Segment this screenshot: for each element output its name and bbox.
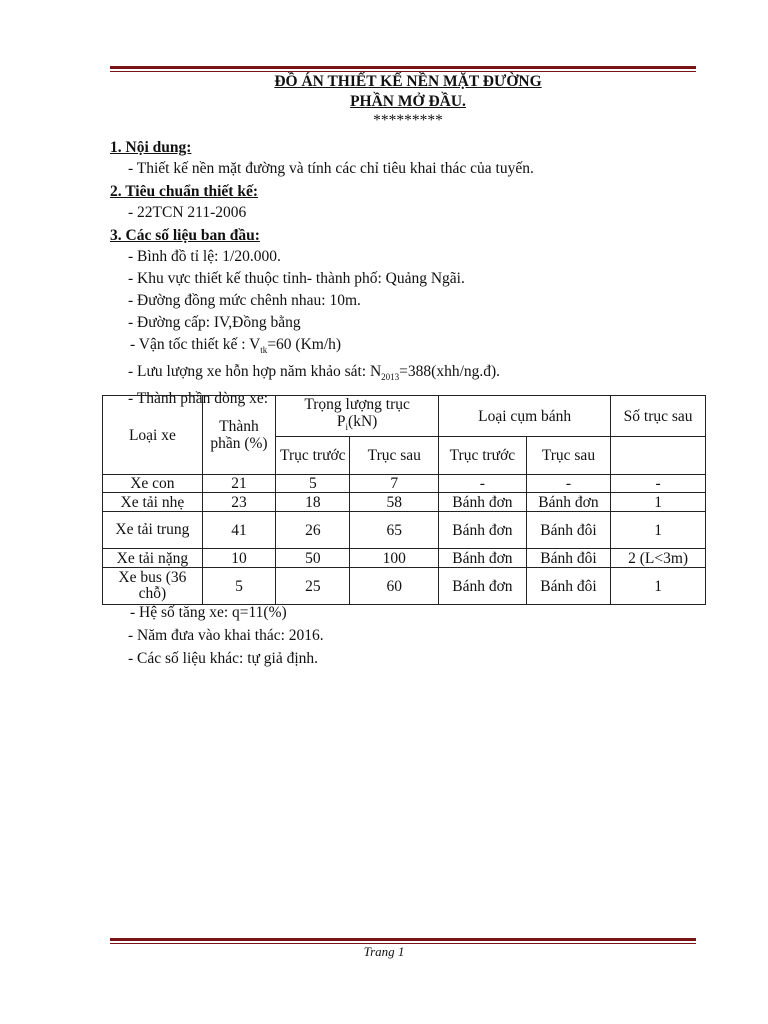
table-cell: 5 <box>202 568 275 605</box>
header-axle-load: Trọng lượng trục $P_i(kN)$ <box>276 396 439 437</box>
table-cell: Xe bus (36 chỗ) <box>103 568 203 605</box>
table-cell: 41 <box>202 512 275 549</box>
data-line-speed: - Vận tốc thiết kế : $V_{tk}=60$ (Km/h) <box>130 336 342 356</box>
heading-content: 1. Nội dung: <box>110 139 192 156</box>
table-cell: 21 <box>202 475 275 493</box>
data-line-road-class: - Đường cấp: IV,Đồng bằng <box>128 314 301 331</box>
data-line-traffic: - Lưu lượng xe hỗn hợp năm khảo sát: $N_{2013}=388(xhh/ng.đ)$. <box>128 363 501 383</box>
table-cell: 25 <box>276 568 350 605</box>
table-row <box>103 568 706 605</box>
table-cell: Bánh đôi <box>526 568 611 605</box>
table-cell: 1 <box>611 568 706 605</box>
table-cell: - <box>439 475 527 493</box>
header-rear-axles: Số trục sau <box>611 396 706 437</box>
header-rear-wheel: Trục sau <box>526 437 611 475</box>
table-cell: Xe tải nhẹ <box>103 493 203 512</box>
table-cell: Xe con <box>103 475 203 493</box>
header-wheel-group: Loại cụm bánh <box>439 396 611 437</box>
table-cell: Bánh đơn <box>439 568 527 605</box>
table-cell: Bánh đôi <box>526 549 611 568</box>
table-cell: 65 <box>350 512 439 549</box>
data-line-contour: - Đường đồng mức chênh nhau: 10m. <box>128 292 361 309</box>
table-cell: 26 <box>276 512 350 549</box>
header-vehicle: Loại xe <box>103 396 203 475</box>
standard-line: - 22TCN 211-2006 <box>128 204 247 221</box>
table-cell: 50 <box>276 549 350 568</box>
table-cell: - <box>611 475 706 493</box>
header-share: Thành phần (%) <box>202 396 275 475</box>
table-row <box>103 549 706 568</box>
after-table-notes <box>110 601 324 670</box>
page-number: Trang 1 <box>363 944 405 959</box>
heading-standard: 2. Tiêu chuẩn thiết kế: <box>110 183 258 200</box>
table-cell: 23 <box>202 493 275 512</box>
table-cell: Xe tải trung <box>103 512 203 549</box>
header-front-axle: Trục trước <box>276 437 350 475</box>
data-line-scale: - Bình đồ tỉ lệ: 1/20.000. <box>128 248 281 265</box>
header-rear-axle: Trục sau <box>350 437 439 475</box>
table-cell: Bánh đơn <box>439 549 527 568</box>
table-cell: Bánh đôi <box>526 512 611 549</box>
heading-initial-data: 3. Các số liệu ban đầu: <box>110 227 260 244</box>
table-cell: Xe tải nặng <box>103 549 203 568</box>
table-cell: 100 <box>350 549 439 568</box>
note-growth: - Hệ số tăng xe: q=11(%) <box>130 604 287 621</box>
note-other: - Các số liệu khác: tự giả định. <box>128 650 319 667</box>
data-line-province: - Khu vực thiết kế thuộc tỉnh- thành phố: Quảng Ngãi. <box>128 270 465 287</box>
table-cell: 1 <box>611 512 706 549</box>
table-cell: 5 <box>276 475 350 493</box>
header-front-wheel: Trục trước <box>439 437 527 475</box>
table-cell: 7 <box>350 475 439 493</box>
document-title: ĐỒ ÁN THIẾT KẾ NỀN MẶT ĐƯỜNG <box>274 73 542 90</box>
section-title: PHẦN MỞ ĐẦU. <box>350 93 466 110</box>
table-cell: Bánh đơn <box>526 493 611 512</box>
document-body <box>110 72 706 410</box>
table-row <box>103 493 706 512</box>
traffic-composition-table <box>102 395 706 605</box>
table-row <box>103 475 706 493</box>
table-cell: Bánh đơn <box>439 512 527 549</box>
separator-stars: ********* <box>373 112 443 129</box>
header-empty <box>611 437 706 475</box>
table-row <box>103 512 706 549</box>
note-year: - Năm đưa vào khai thác: 2016. <box>128 627 324 644</box>
table-cell: 10 <box>202 549 275 568</box>
content-line: - Thiết kế nền mặt đường và tính các chỉ tiêu khai thác của tuyến. <box>128 160 534 177</box>
table-cell: 1 <box>611 493 706 512</box>
table-cell: 60 <box>350 568 439 605</box>
data-line-composition: - Thành phần dòng xe: <box>128 390 269 408</box>
table-cell: - <box>526 475 611 493</box>
table-cell: Bánh đơn <box>439 493 527 512</box>
table-cell: 58 <box>350 493 439 512</box>
table-cell: 2 (L<3m) <box>611 549 706 568</box>
table-cell: 18 <box>276 493 350 512</box>
